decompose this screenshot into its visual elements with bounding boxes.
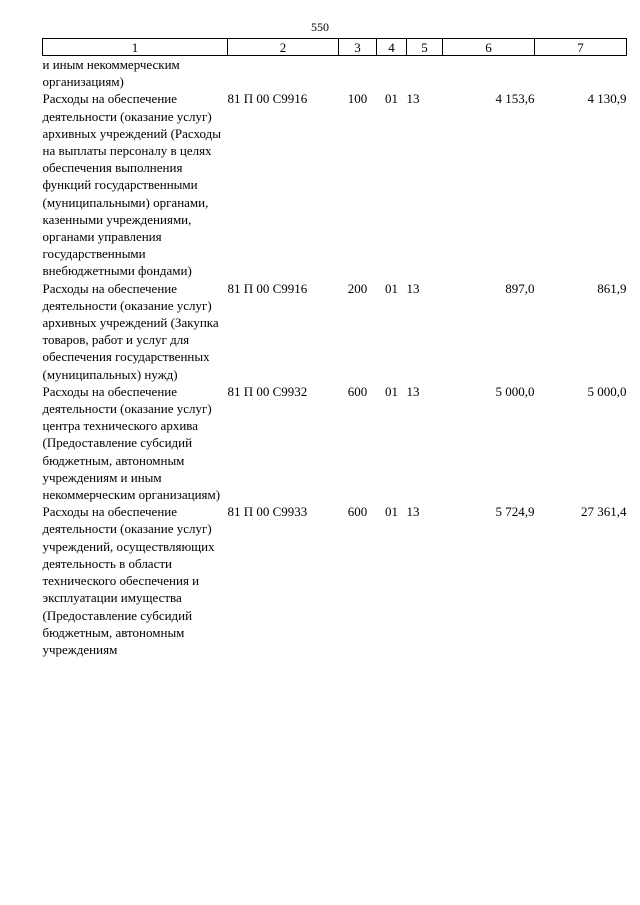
row-amount-2: 861,9 [597, 280, 627, 296]
row-name: и иным некоммерческим организациям) [42, 57, 180, 90]
header-col-4: 4 [377, 39, 407, 56]
row-section: 01 [385, 280, 398, 296]
row-amount-1: 4 153,6 [495, 91, 535, 107]
row-expense-type: 200 [347, 280, 368, 296]
row-section: 01 [385, 383, 398, 399]
row-expense-type: 600 [347, 504, 368, 520]
page-number: 550 [311, 20, 329, 34]
header-col-6: 6 [443, 39, 535, 56]
header-col-5: 5 [407, 39, 443, 56]
row-name: Расходы на обеспечение деятельности (оказание услуг) центра технического архива (Предоставление субсидий бюджетным, автономным учреждениям и иным некоммерческим организациям) [42, 383, 221, 503]
header-col-3: 3 [339, 39, 377, 56]
row-section: 01 [385, 504, 398, 520]
row-amount-1: 5 724,9 [495, 504, 535, 520]
row-amount-1: 5 000,0 [495, 383, 535, 399]
budget-table [42, 38, 627, 658]
header-col-1: 1 [43, 39, 228, 56]
table-row-continuation [43, 56, 627, 91]
row-amount-2: 4 130,9 [587, 91, 627, 107]
row-section: 01 [385, 91, 398, 107]
row-target-code: 81 П 00 С9916 [227, 91, 308, 107]
row-subsection: 13 [406, 280, 420, 296]
row-subsection: 13 [406, 383, 420, 399]
table-row [43, 90, 627, 279]
row-amount-2: 5 000,0 [587, 383, 627, 399]
row-name: Расходы на обеспечение деятельности (оказание услуг) учреждений, осуществляющих деятельность в области технического обеспечения и эксплуатации имущества (Предоставление субсидий бюджетным, автономным учреждениям [42, 504, 215, 657]
row-expense-type: 100 [347, 91, 368, 107]
row-subsection: 13 [406, 91, 420, 107]
row-name: Расходы на обеспечение деятельности (оказание услуг) архивных учреждений (Закупка товаров, работ и услуг для обеспечения государственных (муниципальных) нужд) [42, 280, 219, 382]
table-row [43, 503, 627, 658]
row-subsection: 13 [406, 504, 420, 520]
row-amount-1: 897,0 [505, 280, 535, 296]
row-name: Расходы на обеспечение деятельности (оказание услуг) архивных учреждений (Расходы на выплаты персоналу в целях обеспечения выполнения функций государственными (муниципальными) органами, казенными учреждениями, органами управления государственными внебюджетными фондами) [42, 91, 222, 279]
table-row [43, 383, 627, 503]
row-target-code: 81 П 00 С9933 [227, 504, 308, 520]
row-target-code: 81 П 00 С9916 [227, 280, 308, 296]
header-col-7: 7 [535, 39, 627, 56]
table-row [43, 280, 627, 383]
header-row [43, 39, 627, 56]
row-amount-2: 27 361,4 [581, 504, 627, 520]
row-expense-type: 600 [347, 383, 368, 399]
row-target-code: 81 П 00 С9932 [227, 383, 308, 399]
header-col-2: 2 [228, 39, 339, 56]
